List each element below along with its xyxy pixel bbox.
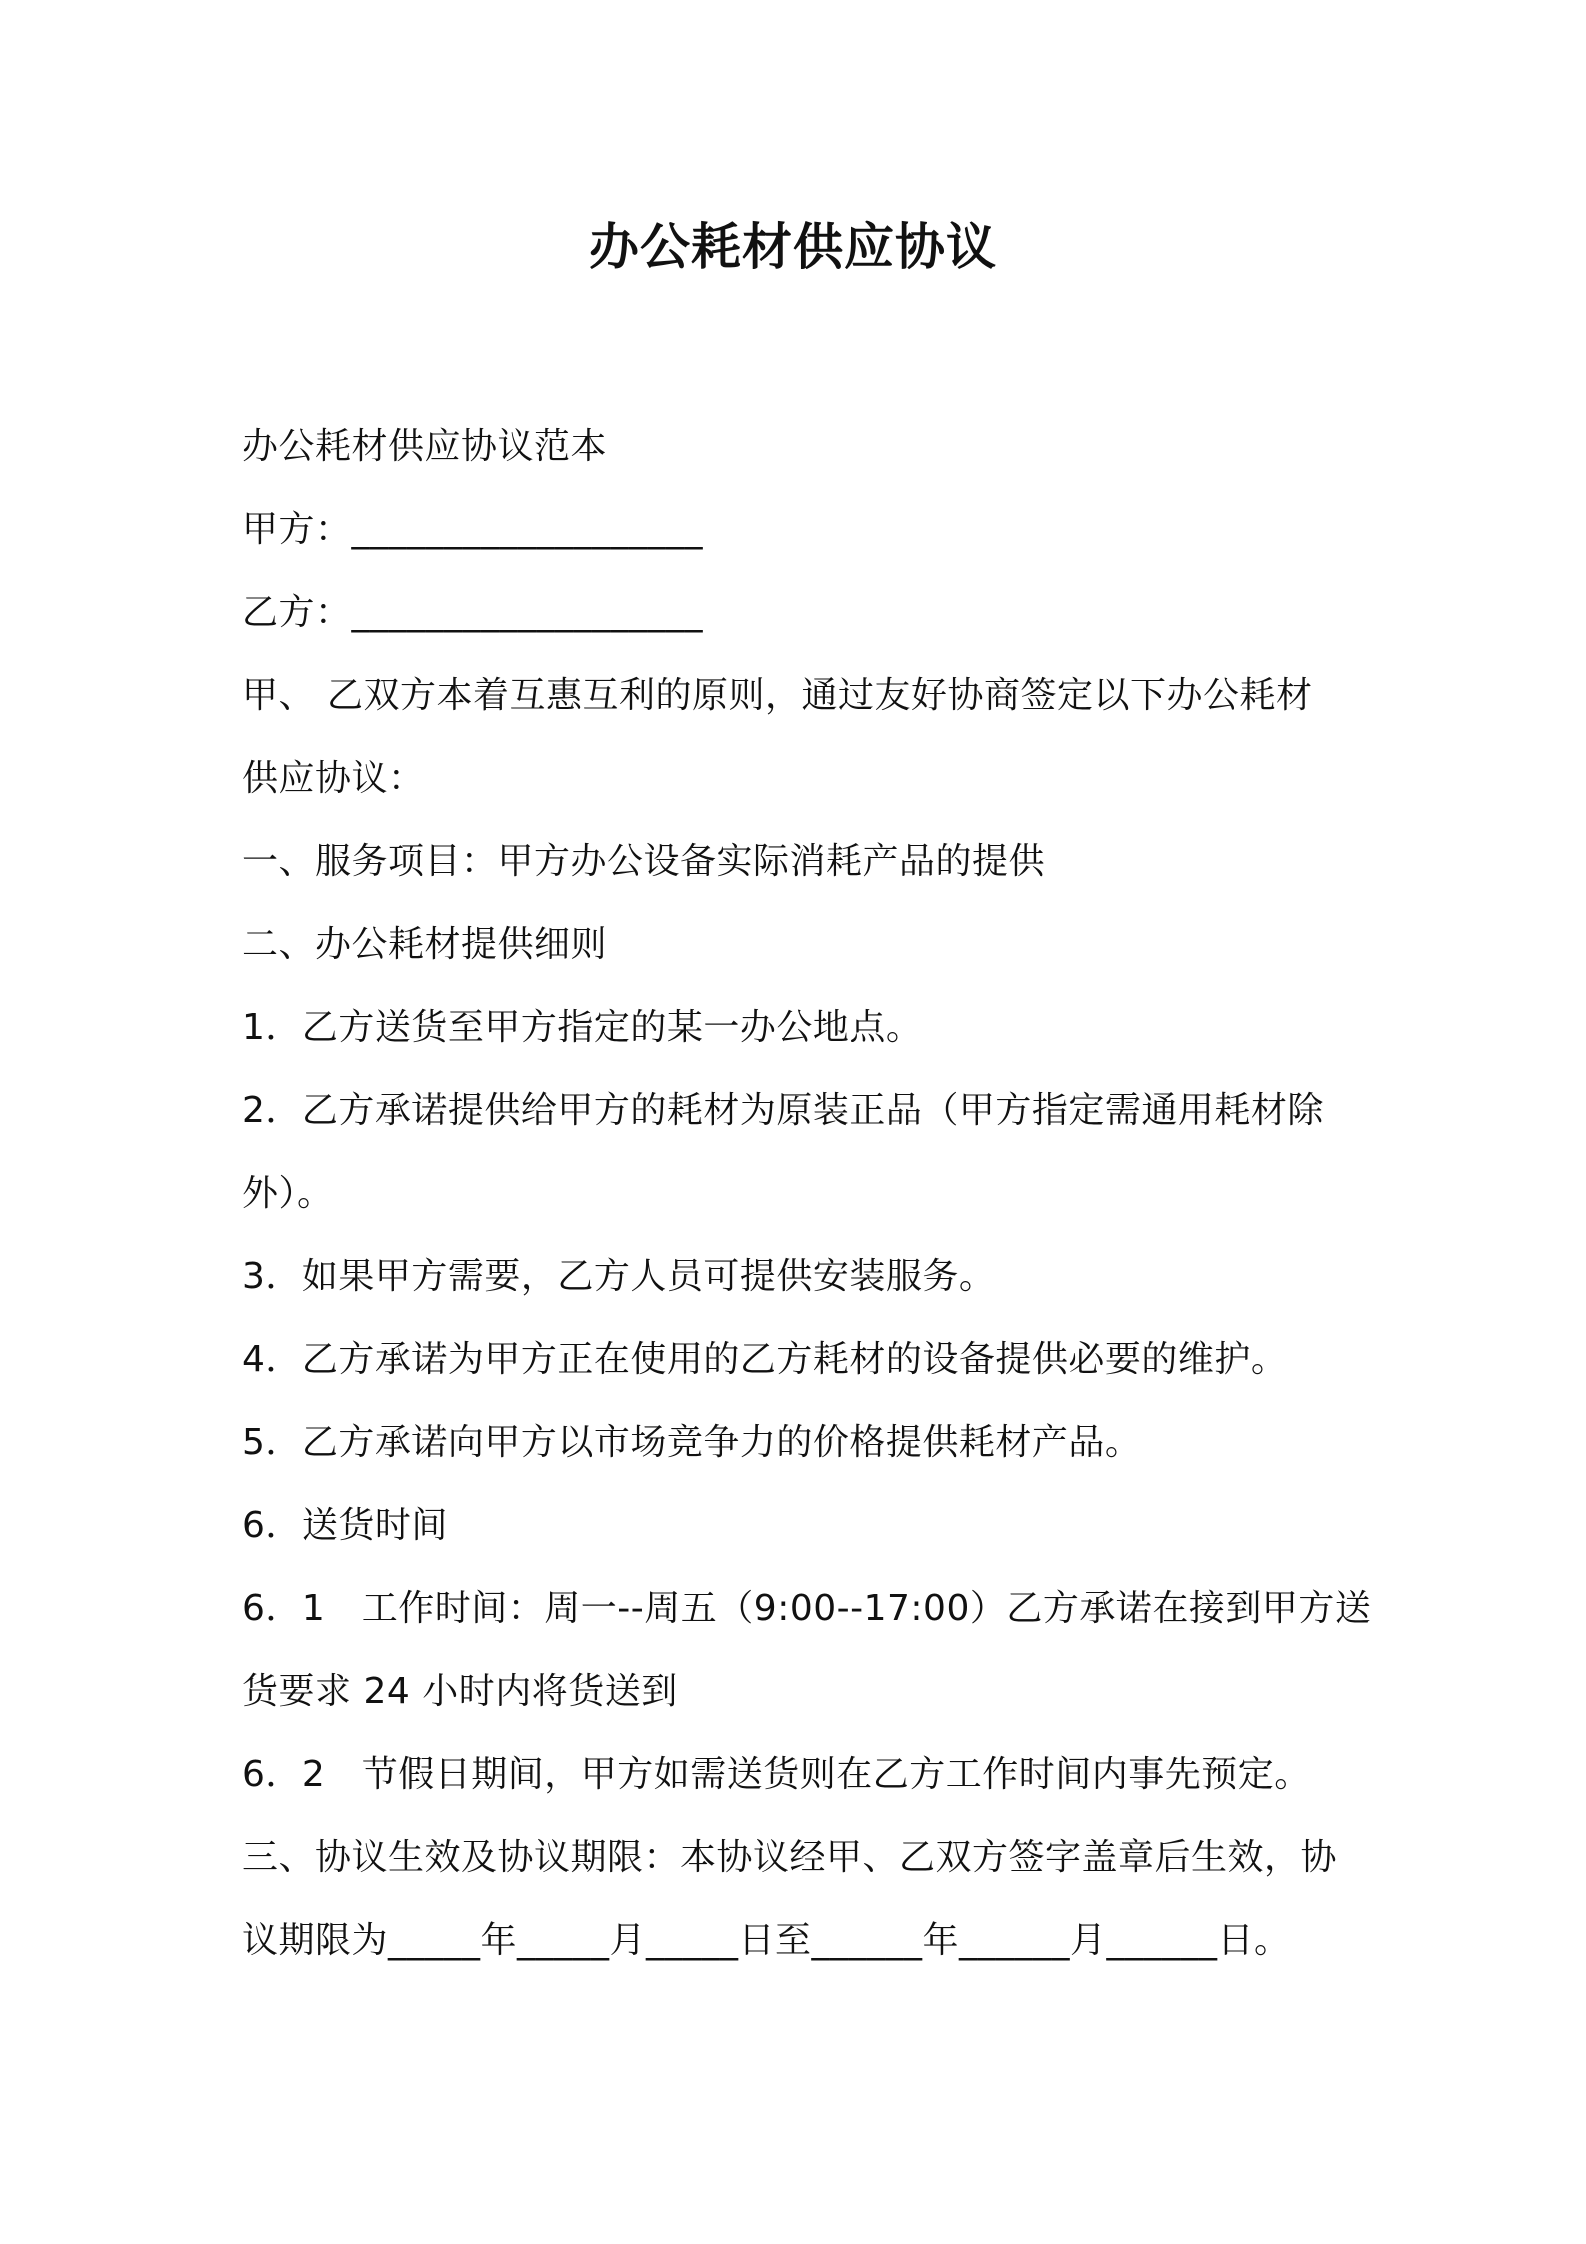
party-b-line: 乙方：___________________: [242, 592, 704, 633]
clause-line: 货要求 24 小时内将货送到: [242, 1671, 678, 1712]
section-heading: 三、协议生效及协议期限：本协议经甲、乙双方签字盖章后生效，协: [242, 1837, 1338, 1878]
subtitle-line: 办公耗材供应协议范本: [242, 426, 608, 467]
party-a-line: 甲方：___________________: [242, 509, 704, 550]
clause-line: 4．乙方承诺为甲方正在使用的乙方耗材的设备提供必要的维护。: [242, 1339, 1288, 1380]
section-heading: 一、服务项目：甲方办公设备实际消耗产品的提供: [242, 841, 1046, 882]
clause-line: 2．乙方承诺提供给甲方的耗材为原装正品（甲方指定需通用耗材除: [242, 1090, 1324, 1131]
clause-line: 3．如果甲方需要，乙方人员可提供安装服务。: [242, 1256, 996, 1297]
preamble-line: 供应协议：: [242, 758, 425, 799]
clause-line: 外）。: [242, 1173, 334, 1214]
document-title: 办公耗材供应协议: [589, 218, 997, 276]
preamble-line: 甲、 乙双方本着互惠互利的原则，通过友好协商签定以下办公耗材: [242, 675, 1313, 716]
document-body: [242, 405, 1372, 1982]
section-heading: 二、办公耗材提供细则: [242, 924, 608, 965]
term-line: 议期限为_____年_____月_____日至______年______月______日。: [242, 1920, 1291, 1961]
clause-line: 6．送货时间: [242, 1505, 448, 1546]
clause-line: 6．2 节假日期间，甲方如需送货则在乙方工作时间内事先预定。: [242, 1754, 1311, 1795]
clause-line: 6．1 工作时间：周一--周五（9:00--17:00）乙方承诺在接到甲方送: [242, 1588, 1372, 1629]
clause-line: 5．乙方承诺向甲方以市场竞争力的价格提供耗材产品。: [242, 1422, 1142, 1463]
clause-line: 1．乙方送货至甲方指定的某一办公地点。: [242, 1007, 923, 1048]
